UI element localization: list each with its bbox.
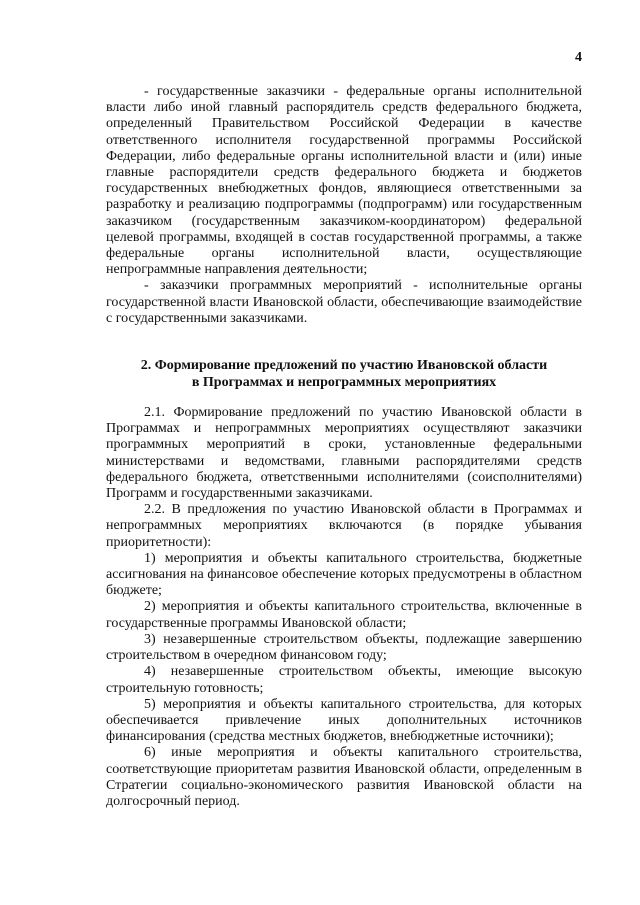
list-item: 1) мероприятия и объекты капитального строительства, бюджетные ассигнования на финансовое обеспечение которых предусмотрены в областном бюджете; [106,550,582,599]
page-number: 4 [575,50,582,65]
list-item: 3) незавершенные строительством объекты, подлежащие завершению строительством в очередном финансовом году; [106,631,582,664]
paragraph-2-1: 2.1. Формирование предложений по участию Ивановской области в Программах и непрограммных мероприятиях осуществляют заказчики программных мероприятий в сроки, установленные федеральными министерствами и ведомствами, главными распорядителями средств федерального бюджета, ответственными исполнителями (соисполнителями) Программ и государственными заказчиками. [106,405,582,502]
definition-program-customers: - заказчики программных мероприятий - исполнительные органы государственной власти Ивановской области, обеспечивающие взаимодействие с государственными заказчиками. [106,278,582,326]
list-item: 6) иные мероприятия и объекты капитального строительства, соответствующие приоритетам развития Ивановской области, определенным в Стратегии социально-экономического развития Ивановской области на долгосрочный период. [106,745,582,809]
paragraph-2-2: 2.2. В предложения по участию Ивановской области в Программах и непрограммных мероприятиях включаются (в порядке убывания приоритетности): [106,502,582,550]
list-item: 2) мероприятия и объекты капитального строительства, включенные в государственные программы Ивановской области; [106,599,582,631]
section-2-title-line-2: в Программах и непрограммных мероприятиях [191,375,497,391]
list-item: 5) мероприятия и объекты капитального строительства, для которых обеспечивается привлечение иных дополнительных источников финансирования (средства местных бюджетов, внебюджетные источники); [106,696,582,745]
section-2-heading [106,357,582,391]
section-2-title-line-1: 2. Формирование предложений по участию Ивановской области [140,358,548,374]
list-item: 4) незавершенные строительством объекты, имеющие высокую строительную готовность; [106,664,582,696]
document-body [106,84,582,810]
definition-state-customers: - государственные заказчики - федеральные органы исполнительной власти либо иной главный распорядитель средств федерального бюджета, определенный Правительством Российской Федерации в качестве ответственного исполнителя государственной программы Российской Федерации, либо федеральные органы исполнительной власти и (или) иные главные распорядители средств федерального бюджета и бюджетов государственных внебюджетных фондов, являющиеся ответственными за разработку и реализацию подпрограммы (подпрограмм) или государственным заказчиком (государственным заказчиком-координатором) федеральной целевой программы, входящей в состав государственной программы, а также федеральные органы исполнительной власти, осуществляющие непрограммные направления деятельности; [106,84,582,278]
